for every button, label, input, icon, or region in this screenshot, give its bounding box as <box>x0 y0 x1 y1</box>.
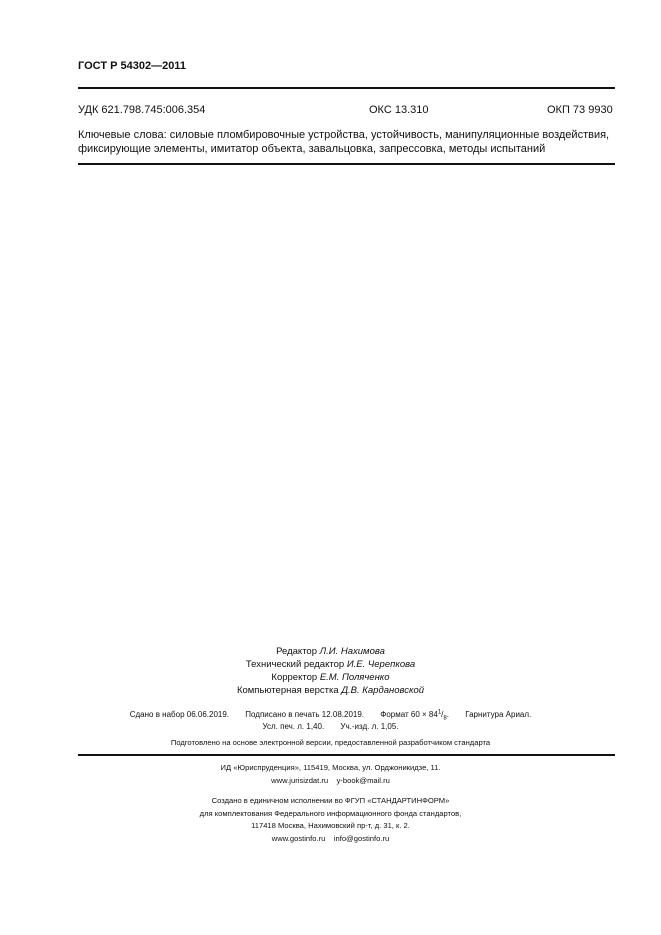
publisher-contacts <box>0 775 661 788</box>
credit-tech-editor <box>0 658 661 671</box>
publisher-site[interactable]: www.jurisizdat.ru <box>271 775 329 785</box>
paper-format: Формат $60 \times 84^1/_8$. <box>380 709 449 722</box>
keywords-rule <box>78 163 615 165</box>
keywords: Ключевые слова: силовые пломбировочные устройства, устойчивость, манипуляционные воздействия, фиксирующие элементы, имитатор объекта, завальцовка, запрессовка, методы испытаний <box>78 129 610 155</box>
credit-editor <box>0 645 661 658</box>
credit-corrector <box>0 671 661 684</box>
credit-layout <box>0 684 661 697</box>
document-title: ГОСТ Р 54302—2011 <box>78 60 186 72</box>
format-prefix: Формат 60 × 84 <box>380 709 438 719</box>
credit-role: Корректор <box>271 672 318 683</box>
imprint-line-2 <box>0 722 661 731</box>
credit-name: Л.И. Нахимова <box>319 646 385 657</box>
publisher-block <box>0 762 661 787</box>
format-suffix: . <box>446 709 449 719</box>
origin-contacts <box>0 833 661 846</box>
sent-to-print: Сдано в набор 06.06.2019. <box>129 709 230 719</box>
oks-code: ОКС 13.310 <box>369 104 429 116</box>
origin-line-3: 117418 Москва, Нахимовский пр-т, д. 31, к. 2. <box>251 821 410 830</box>
credit-role: Редактор <box>276 646 318 657</box>
credits-block <box>0 645 661 697</box>
origin-line-1: Создано в единичном исполнении во ФГУП «СТАНДАРТИНФОРМ» <box>211 796 450 805</box>
bottom-rule <box>78 754 615 756</box>
format-numerator: 1 <box>437 709 442 715</box>
publisher-email[interactable]: y-book@mail.ru <box>336 775 390 785</box>
origin-line-2: для комплектования Федерального информационного фонда стандартов, <box>199 808 462 818</box>
credit-role: Технический редактор <box>245 659 345 670</box>
credit-name: Е.М. Поляченко <box>319 672 390 683</box>
imprint-line-1 <box>0 709 661 721</box>
udk-code: УДК 621.798.745:006.354 <box>78 104 206 116</box>
signed-to-print: Подписано в печать 12.08.2019. <box>245 709 365 719</box>
publisher-address: ИД «Юриспруденция», 115419, Москва, ул. Орджоникидзе, 11. <box>220 763 441 772</box>
origin-block <box>0 795 661 845</box>
format-denominator: 8 <box>443 715 447 722</box>
typeface: Гарнитура Ариал. <box>465 709 532 719</box>
credit-name: Д.В. Кардановской <box>341 685 425 696</box>
publishing-sheets: Уч.-изд. л. 1,05. <box>340 722 399 731</box>
print-sheets: Усл. печ. л. 1,40. <box>262 722 325 731</box>
origin-site[interactable]: www.gostinfo.ru <box>271 833 326 843</box>
okp-code: ОКП 73 9930 <box>547 104 613 116</box>
credit-role: Компьютерная верстка <box>236 685 339 696</box>
prepared-note: Подготовлено на основе электронной версии, предоставленной разработчиком стандарта <box>170 738 491 747</box>
origin-email[interactable]: info@gostinfo.ru <box>333 833 390 843</box>
top-rule <box>78 87 615 89</box>
credit-name: И.Е. Черепкова <box>346 659 416 670</box>
